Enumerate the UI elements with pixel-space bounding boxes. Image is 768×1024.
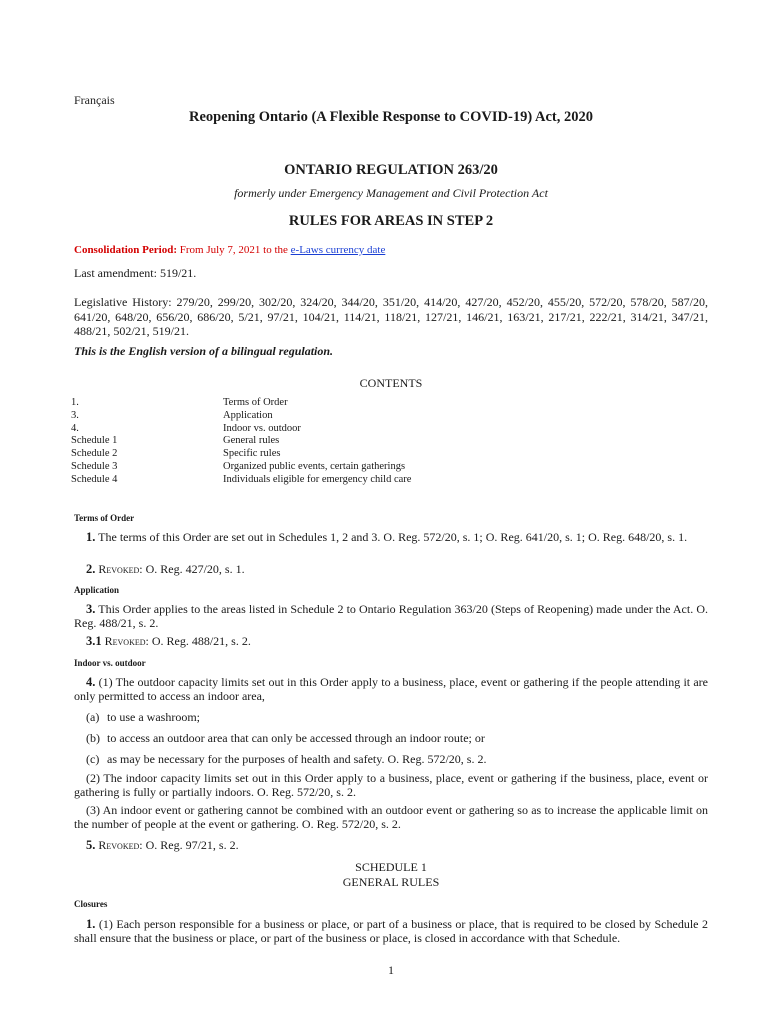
clause-text: to use a washroom; [107, 710, 200, 724]
act-title: Reopening Ontario (A Flexible Response to COVID-19) Act, 2020 [189, 109, 593, 125]
clause-letter: (a) [86, 710, 100, 724]
rules-title: RULES FOR AREAS IN STEP 2 [288, 213, 494, 229]
e-laws-currency-link[interactable]: e-Laws currency date [290, 244, 386, 256]
section-number: 3.1 [86, 634, 102, 648]
toc-title: Terms of Order [223, 397, 288, 408]
toc-title: Individuals eligible for emergency child care [223, 473, 412, 485]
section-text: (3) An indoor event or gathering cannot be combined with an outdoor event or gathering so as to increase the applicable limit on the number of people at the event or gathering. O. Reg. 572/20, s. 2. [74, 803, 708, 831]
section-heading-closures: Closures [74, 899, 108, 909]
section-3 [74, 602, 708, 630]
legislative-history: Legislative History: 279/20, 299/20, 302/20, 324/20, 344/20, 351/20, 414/20, 427/20, 452/20, 455/20, 572/20, 578/20, 587/20, 641/20, 648/20, 656/20, 686/20, 5/21, 97/21, 104/21, 114/21, 118/21, 127/21, 146/21, 163/21, 217/21, 222/21, 314/21, 347/21, 488/21, 502/21, 519/21. [74, 295, 708, 338]
section-3-1 [74, 634, 708, 648]
clause-letter: (c) [86, 752, 100, 766]
section-number: 4. [86, 675, 96, 689]
consolidation-text: From July 7, 2021 to the [179, 244, 288, 256]
clause-text: to access an outdoor area that can only be accessed through an indoor route; or [107, 731, 485, 745]
bilingual-note: This is the English version of a bilingual regulation. [74, 344, 334, 358]
section-text: : O. Reg. 97/21, s. 2. [139, 838, 239, 852]
toc-number: Schedule 2 [71, 448, 118, 460]
revoked-label: Revoked [104, 634, 146, 648]
section-5 [74, 838, 708, 852]
toc-title: Organized public events, certain gatherings [223, 460, 406, 472]
section-heading-application: Application [74, 585, 120, 595]
section-4-3 [74, 803, 708, 831]
page-number: 1 [388, 963, 394, 977]
toc-row [71, 397, 671, 410]
clause-text: as may be necessary for the purposes of health and safety. O. Reg. 572/20, s. 2. [107, 752, 487, 766]
section-text: This Order applies to the areas listed in Schedule 2 to Ontario Regulation 363/20 (Steps of Reopening) made under the Act. O. Reg. 488/21, s. 2. [74, 602, 708, 630]
toc-row [71, 410, 671, 423]
last-amendment: Last amendment: 519/21. [74, 266, 197, 280]
toc-row [71, 435, 671, 448]
section-number: 2. [86, 562, 96, 576]
section-4-1 [74, 675, 708, 703]
section-text: (1) Each person responsible for a business or place, or part of a business or place, that is required to be closed by Schedule 2 shall ensure that the business or place, or part of the business or place, is closed in accordance with that Schedule. [74, 917, 708, 945]
toc-number: 3. [71, 409, 79, 421]
clause-b [86, 731, 485, 746]
clause-letter: (b) [86, 731, 100, 745]
toc-number: Schedule 3 [71, 460, 118, 472]
toc-number: Schedule 1 [71, 435, 118, 447]
section-text: (2) The indoor capacity limits set out in this Order apply to a business, place, event or gathering if the business, place, event or gathering is fully or partially indoors. O. Reg. 572/20, s. 2. [74, 771, 708, 799]
regulation-title: ONTARIO REGULATION 263/20 [284, 162, 498, 178]
section-heading-terms: Terms of Order [74, 513, 135, 523]
section-1 [74, 530, 708, 544]
revoked-label: Revoked [98, 838, 140, 852]
section-number: 3. [86, 602, 96, 616]
schedule-1-section-1 [74, 917, 708, 945]
toc-row [71, 423, 671, 436]
toc-number: Schedule 4 [71, 473, 118, 485]
consolidation-period [74, 244, 385, 256]
contents-heading: CONTENTS [359, 376, 423, 390]
table-of-contents [71, 397, 671, 487]
schedule-heading [74, 860, 708, 889]
section-text: The terms of this Order are set out in Schedules 1, 2 and 3. O. Reg. 572/20, s. 1; O. Reg. 641/20, s. 1; O. Reg. 648/20, s. 1. [98, 530, 688, 544]
toc-row [71, 448, 671, 461]
section-number: 5. [86, 838, 96, 852]
section-number: 1. [86, 530, 96, 544]
toc-number: 4. [71, 422, 79, 434]
section-text: : O. Reg. 427/20, s. 1. [139, 562, 245, 576]
section-number: 1. [86, 917, 96, 931]
section-4-2 [74, 771, 708, 799]
formerly-under-note: formerly under Emergency Management and Civil Protection Act [234, 186, 548, 200]
toc-title: Indoor vs. outdoor [223, 422, 301, 434]
toc-number: 1. [71, 397, 79, 408]
revoked-label: Revoked [98, 562, 140, 576]
section-text: : O. Reg. 488/21, s. 2. [145, 634, 251, 648]
schedule-number: SCHEDULE 1 [355, 860, 427, 874]
clause-a [86, 710, 200, 725]
schedule-title: GENERAL RULES [342, 874, 440, 889]
section-heading-indoor-outdoor: Indoor vs. outdoor [74, 658, 146, 668]
toc-row [71, 474, 671, 487]
section-2 [74, 562, 708, 576]
toc-title: General rules [223, 435, 280, 447]
toc-title: Application [223, 409, 273, 421]
toc-title: Specific rules [223, 448, 281, 460]
clause-c [86, 752, 486, 767]
language-link[interactable]: Français [74, 93, 115, 107]
toc-row [71, 461, 671, 474]
section-text: (1) The outdoor capacity limits set out in this Order apply to a business, place, event or gathering if the people attending it are only permitted to access an indoor area, [74, 675, 709, 703]
consolidation-label: Consolidation Period: [74, 244, 177, 256]
